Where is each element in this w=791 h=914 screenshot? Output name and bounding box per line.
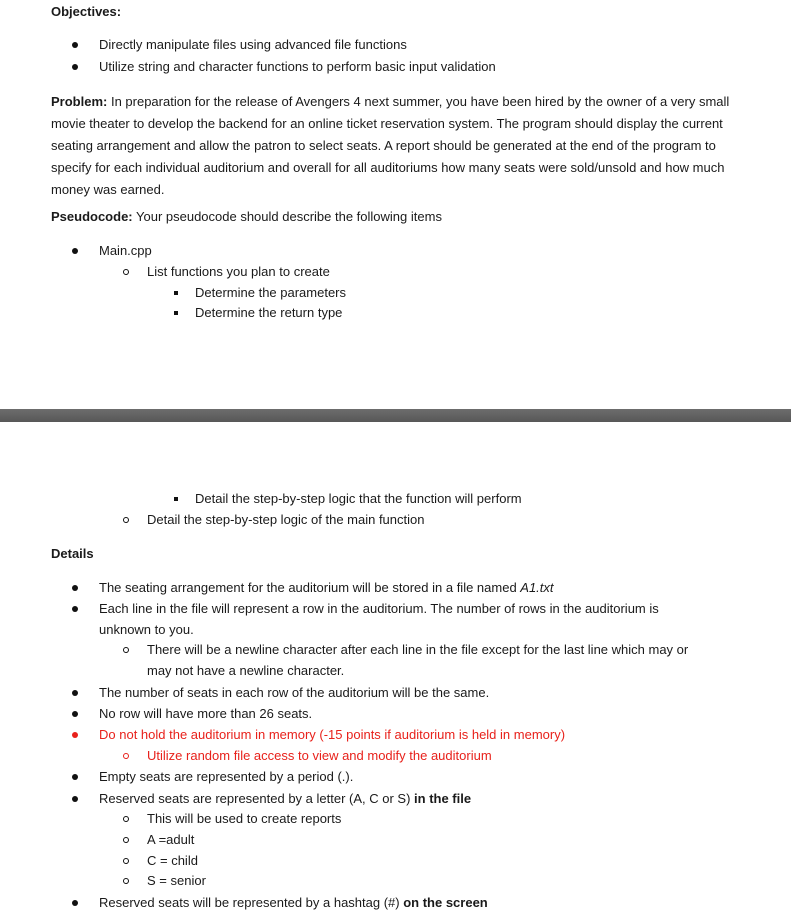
detail-item-max-seats: No row will have more than 26 seats. <box>99 706 313 721</box>
bullet-square <box>174 497 178 501</box>
child-code: C = child <box>147 853 198 868</box>
emphasis-text: in the file <box>414 791 472 806</box>
bullet-circle <box>123 858 129 864</box>
bullet-circle <box>123 837 129 843</box>
main-logic-item: Detail the step-by-step logic of the main function <box>147 512 425 527</box>
bullet-dot <box>72 585 78 591</box>
detail-text: Reserved seats will be represented by a hashtag (#) <box>99 895 404 910</box>
pseudocode-label: Pseudocode: <box>51 209 133 224</box>
file-name: A1.txt <box>520 580 554 595</box>
detail-item-empty-seats: Empty seats are represented by a period (.). <box>99 769 354 784</box>
bullet-dot <box>72 606 78 612</box>
detail-item-rows-line2: unknown to you. <box>99 622 194 637</box>
newline-note-line2: may not have a newline character. <box>147 663 345 678</box>
bullet-square <box>174 291 178 295</box>
determine-return-item: Determine the return type <box>195 305 343 320</box>
page-break-separator <box>0 409 791 422</box>
objective-item: Utilize string and character functions to perform basic input validation <box>99 59 496 74</box>
main-cpp-item: Main.cpp <box>99 243 152 258</box>
pseudocode-text: Your pseudocode should describe the following items <box>132 209 442 224</box>
bullet-circle <box>123 269 129 275</box>
pseudocode-line <box>51 209 442 225</box>
bullet-dot <box>72 796 78 802</box>
objectives-heading: Objectives: <box>51 4 122 19</box>
bullet-circle <box>123 878 129 884</box>
bullet-circle <box>123 816 129 822</box>
objective-item: Directly manipulate files using advanced file functions <box>99 37 407 52</box>
bullet-dot <box>72 711 78 717</box>
bullet-square <box>174 311 178 315</box>
detail-item-file <box>99 580 554 596</box>
details-heading: Details <box>51 546 94 561</box>
detail-item-reserved-file <box>99 791 471 807</box>
bullet-dot <box>72 900 78 906</box>
bullet-circle <box>123 647 129 653</box>
bullet-dot <box>72 774 78 780</box>
random-access-note: Utilize random file access to view and modify the auditorium <box>147 748 492 763</box>
bullet-dot <box>72 42 78 48</box>
detail-text: The seating arrangement for the auditorium will be stored in a file named <box>99 580 521 595</box>
newline-note-line1: There will be a newline character after each line in the file except for the last line which may or <box>147 642 689 657</box>
problem-text: In preparation for the release of Avengers 4 next summer, you have been hired by the owner of a very small movie theater to develop the backend for an online ticket reservation system. The program should display the current seating arrangement and allow the patron to select seats. A report should be generated at the end of the program to specify for each individual auditorium and overall for all auditoriums how many seats were sold/unsold and how much money was earned. <box>51 94 730 197</box>
determine-params-item: Determine the parameters <box>195 285 347 300</box>
bullet-dot <box>72 64 78 70</box>
detail-item-reserved-screen <box>99 895 488 911</box>
detail-item-seats-same: The number of seats in each row of the auditorium will be the same. <box>99 685 490 700</box>
bullet-circle <box>123 517 129 523</box>
bullet-dot <box>72 690 78 696</box>
detail-text: Reserved seats are represented by a letter (A, C or S) <box>99 791 415 806</box>
bullet-dot <box>72 248 78 254</box>
bullet-dot <box>72 732 78 738</box>
emphasis-text: on the screen <box>403 895 488 910</box>
bullet-circle <box>123 753 129 759</box>
detail-item-rows-line1: Each line in the file will represent a row in the auditorium. The number of rows in the auditorium is <box>99 601 659 616</box>
problem-paragraph <box>51 91 741 201</box>
detail-logic-item: Detail the step-by-step logic that the function will perform <box>195 491 522 506</box>
problem-label: Problem: <box>51 94 108 109</box>
senior-code: S = senior <box>147 873 206 888</box>
detail-item-memory-warning: Do not hold the auditorium in memory (-15 points if auditorium is held in memory) <box>99 727 566 742</box>
reports-note: This will be used to create reports <box>147 811 342 826</box>
adult-code: A =adult <box>147 832 195 847</box>
list-functions-item: List functions you plan to create <box>147 264 330 279</box>
